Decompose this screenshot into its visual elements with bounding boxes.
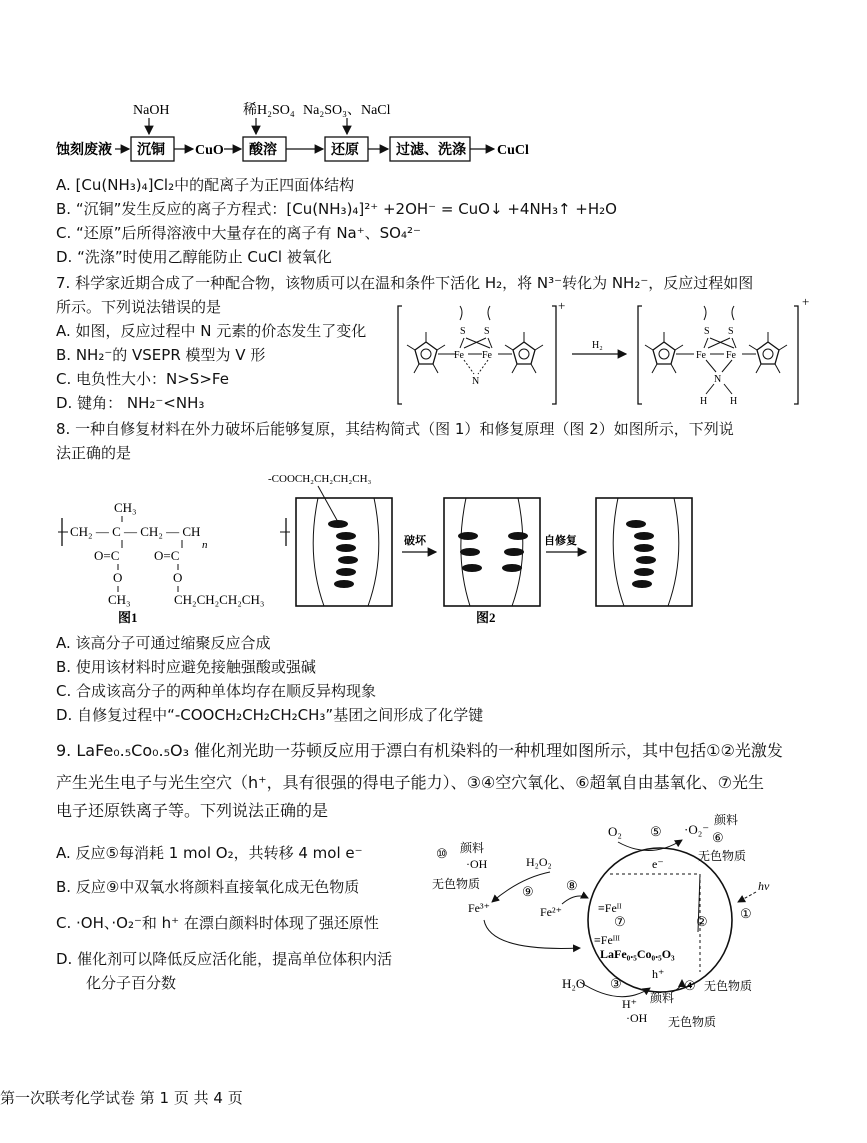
q9-o2-radical: ·O₂⁻: [684, 822, 710, 837]
flow-reagent-na2so3: Na₂SO₃、NaCl: [303, 103, 391, 118]
flow-box-guolv: 过滤、洗涤: [396, 143, 466, 158]
q9-o2: O₂: [608, 824, 622, 839]
q7-right-s1: S: [704, 326, 710, 337]
q8-option-c: C. 合成该高分子的两种单体均存在顺反异构现象: [56, 682, 377, 700]
q8-arrow-break: 破坏: [404, 535, 426, 547]
q9-option-d: D. 催化剂可以降低反应活化能，提高单位体积内活: [56, 950, 393, 968]
q9-num10: ⑩: [436, 846, 448, 861]
q9-fe-iii: ≡Feᴵᴵᴵ: [594, 933, 620, 947]
page-footer: 第一次联考化学试卷 第 1 页 共 4 页: [0, 1089, 243, 1107]
q9-oh-1: ·OH: [466, 857, 488, 871]
flow-box-suanrong: 酸溶: [249, 143, 277, 158]
q9-num5: ⑤: [650, 824, 662, 839]
flow-box-huanyuan: 还原: [331, 143, 359, 158]
q7-left-fe2: Fe: [482, 350, 492, 361]
q9-option-b: B. 反应⑨中双氧水将颜料直接氧化成无色物质: [56, 878, 360, 896]
q6-option-b: B. “沉铜”发生反应的离子方程式：[Cu(NH₃)₄]²⁺ +2OH⁻ = CuO↓ +4NH₃↑ +H₂O: [56, 200, 617, 218]
q7-option-a: A. 如图，反应过程中 N 元素的价态发生了变化: [56, 322, 367, 340]
q9-mechanism-diagram: [420, 812, 780, 1034]
q9-option-d-cont: 化分子百分数: [86, 974, 177, 992]
q8-fig1-label: 图1: [118, 610, 138, 625]
q9-option-a: A. 反应⑤每消耗 1 mol O₂，共转移 4 mol e⁻: [56, 844, 363, 862]
q9-catalyst: LaFe₀.₅Co₀.₅O₃: [600, 947, 675, 961]
q7-right-fe2: Fe: [726, 350, 736, 361]
flow-reagent-h2so4: 稀H₂SO₄: [243, 103, 295, 118]
flow-end-cucl: CuCl: [497, 143, 529, 158]
q7-option-b: B. NH₂⁻的 VSEPR 模型为 V 形: [56, 346, 266, 364]
q6-option-c: C. “还原”后所得溶液中大量存在的离子有 Na⁺、SO₄²⁻: [56, 224, 421, 242]
q8-poly-co2: O=C: [154, 548, 180, 563]
q9-pigment-1: 颜料: [714, 813, 739, 827]
q7-reaction-diagram: [394, 296, 814, 410]
q9-num2: ②: [696, 914, 708, 929]
q9-num7: ⑦: [614, 914, 626, 929]
q9-stem-1: 9. LaFe₀.₅Co₀.₅O₃ 催化剂光助一芬顿反应用于漂白有机染料的一种机理如图所示，其中包括①②光激发: [56, 741, 783, 760]
q7-stem-2: 所示。下列说法错误的是: [56, 298, 222, 316]
flow-box-chentong: 沉铜: [137, 143, 165, 158]
q9-colorless-3: 无色物质: [704, 979, 753, 993]
q8-poly-co1: O=C: [94, 548, 120, 563]
q6-option-a: A. [Cu(NH₃)₄]Cl₂中的配离子为正四面体结构: [56, 176, 355, 194]
q8-poly-ch3-top: CH₃: [114, 500, 137, 515]
q9-num6: ⑥: [712, 830, 724, 845]
q9-num8: ⑧: [566, 878, 578, 893]
q9-stem-2: 产生光生电子与光生空穴（h⁺，具有很强的得电子能力）、③④空穴氧化、⑥超氧自由基氧化、⑦光生: [56, 773, 764, 792]
q8-group-label: -COOCH₂CH₂CH₂CH₃: [268, 473, 372, 485]
q9-electron: e⁻: [652, 857, 664, 871]
q8-poly-ch3-bottom: CH₃: [108, 592, 131, 607]
q9-fe-ii: ≡Feᴵᴵ: [598, 901, 622, 915]
q8-fig2-label: 图2: [476, 610, 496, 625]
q7-option-c: C. 电负性大小：N>S>Fe: [56, 370, 229, 388]
q9-fe2: Fe²⁺: [540, 905, 562, 919]
q8-poly-chain: CH₂ — C — CH₂ — CH: [70, 524, 201, 539]
q9-oh-2: ·OH: [626, 1011, 648, 1025]
q7-left-s2: S: [484, 326, 490, 337]
q8-poly-butyl: CH₂CH₂CH₂CH₃: [174, 592, 265, 607]
q8-stem-2: 法正确的是: [56, 444, 132, 462]
q8-poly-n: n: [202, 539, 208, 551]
q8-option-a: A. 该高分子可通过缩聚反应合成: [56, 634, 271, 652]
q9-hole: h⁺: [652, 967, 665, 981]
q8-stem-1: 8. 一种自修复材料在外力破坏后能够复原，其结构简式（图 1）和修复原理（图 2）如图所示，下列说: [56, 420, 734, 438]
flow-cuo: CuO: [195, 143, 224, 158]
q9-h2o2: H₂O₂: [526, 855, 552, 869]
q7-option-d: D. 键角： NH₂⁻<NH₃: [56, 394, 205, 412]
q7-left-s1: S: [460, 326, 466, 337]
q8-arrow-repair: 自修复: [544, 535, 577, 547]
q7-right-h1: H: [700, 396, 708, 407]
q9-pigment-3: 颜料: [650, 991, 675, 1005]
q9-h2o: H₂O: [562, 976, 586, 991]
q9-colorless-2: 无色物质: [432, 877, 481, 891]
q8-option-b: B. 使用该材料时应避免接触强酸或强碱: [56, 658, 316, 676]
q7-charge-left: +: [558, 298, 566, 313]
q7-right-s2: S: [728, 326, 734, 337]
q7-charge-right: +: [802, 296, 810, 309]
q9-pigment-2: 颜料: [460, 841, 485, 855]
q9-num3: ③: [610, 976, 622, 991]
q7-right-h2: H: [730, 396, 738, 407]
q7-right-n: N: [714, 374, 722, 385]
flow-reagent-naoh: NaOH: [133, 103, 170, 118]
q7-arrow-h2: H₂: [592, 340, 603, 351]
q7-left-n: N: [472, 376, 480, 387]
q9-fe3: Fe³⁺: [468, 901, 490, 915]
q9-num9: ⑨: [522, 884, 534, 899]
q7-stem-1: 7. 科学家近期合成了一种配合物，该物质可以在温和条件下活化 H₂，将 N³⁻转化为 NH₂⁻，反应过程如图: [56, 274, 754, 292]
q8-option-d: D. 自修复过程中“-COOCH₂CH₂CH₂CH₃”基团之间形成了化学键: [56, 706, 484, 724]
q9-hplus: H⁺: [622, 997, 637, 1011]
q9-colorless-1: 无色物质: [698, 849, 747, 863]
q6-option-d: D. “洗涤”时使用乙醇能防止 CuCl 被氧化: [56, 248, 332, 266]
flow-start: 蚀刻废液: [56, 143, 112, 158]
q7-left-fe1: Fe: [454, 350, 464, 361]
q8-figures: [56, 466, 696, 626]
q9-hv: hν: [758, 879, 770, 893]
q9-stem-3: 电子还原铁离子等。下列说法正确的是: [56, 801, 329, 820]
q8-poly-o2: O: [173, 570, 183, 585]
q9-num4: ④: [684, 978, 696, 993]
q9-num1: ①: [740, 906, 752, 921]
q8-poly-o1: O: [113, 570, 123, 585]
q9-option-c: C. ·OH、·O₂⁻和 h⁺ 在漂白颜料时体现了强还原性: [56, 914, 379, 932]
q7-right-fe1: Fe: [696, 350, 706, 361]
q9-colorless-4: 无色物质: [668, 1015, 717, 1029]
flow-chart: [0, 88, 867, 168]
